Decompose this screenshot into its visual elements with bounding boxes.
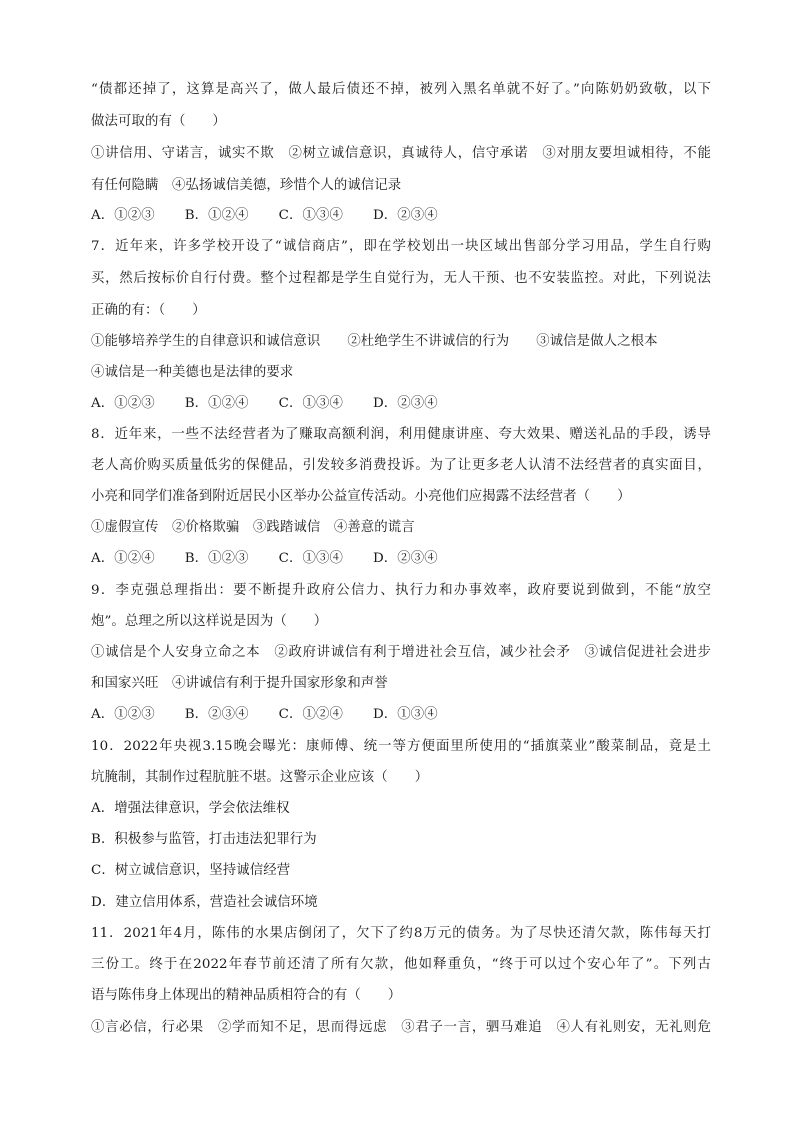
q8-stem-line-3: 小亮和同学们准备到附近居民小区举办公益宣传活动。小亮他们应揭露不法经营者（ ） <box>91 489 631 504</box>
q8-option-d[interactable]: D．②③④ <box>372 551 438 566</box>
q6-option-b[interactable]: B．①②④ <box>184 208 249 223</box>
q6-items-line-2: 有任何隐瞒 ④弘扬诚信美德，珍惜个人的诚信记录 <box>91 178 402 193</box>
q8-option-c[interactable]: C．①③④ <box>278 551 343 566</box>
q9-option-c[interactable]: C．①②④ <box>278 707 343 722</box>
q10-option-c[interactable]: C．树立诚信意识，坚持诚信经营 <box>91 863 291 878</box>
q7-option-b[interactable]: B．①②④ <box>184 396 249 411</box>
q8-stem-line-1: 8．近年来，一些不法经营者为了赚取高额利润，利用健康讲座、夸大效果、赠送礼品的手段，诱导 <box>91 427 711 442</box>
q10-stem-line-1: 10．2022年央视3.15晚会曝光：康师傅、统一等方便面里所使用的“插旗菜业”酸菜制品，竟是土 <box>91 739 711 754</box>
q10-option-a[interactable]: A．增强法律意识，学会依法维权 <box>91 801 290 816</box>
q11-stem-line-3: 语与陈伟身上体现出的精神品质相符合的有（ ） <box>91 988 402 1003</box>
q7-option-c[interactable]: C．①③④ <box>278 396 343 411</box>
q8-option-a[interactable]: A．①②④ <box>91 551 155 566</box>
q9-option-b[interactable]: B．②③④ <box>184 707 249 722</box>
q7-options <box>91 394 711 414</box>
q9-options <box>91 705 711 725</box>
q6-stem-line-1: “债都还掉了，这算是高兴了，做人最后债还不掉，被列入黑名单就不好了。”向陈奶奶致敬，以下 <box>91 82 711 97</box>
q8-options <box>91 549 711 569</box>
q8-items-line-1: ①虚假宣传 ②价格欺骗 ③践踏诚信 ④善意的谎言 <box>91 520 415 535</box>
q7-stem-line-1: 7．近年来，许多学校开设了“诚信商店”，即在学校划出一块区域出售部分学习用品，学生自行购 <box>91 239 711 254</box>
q6-options <box>91 206 711 226</box>
q11-stem-line-2: 三份工。终于在2022年春节前还清了所有欠款，他如释重负，“终于可以过个安心年了”。下列古 <box>91 957 711 972</box>
q7-option-d[interactable]: D．②③④ <box>372 396 438 411</box>
q6-option-c[interactable]: C．①③④ <box>278 208 343 223</box>
q9-items-line-1: ①诚信是个人安身立命之本 ②政府讲诚信有利于增进社会互信，减少社会矛 ③诚信促进社会进步 <box>91 645 711 660</box>
q6-option-a[interactable]: A．①②③ <box>91 208 155 223</box>
q6-items-line-1: ①讲信用、守诺言，诚实不欺 ②树立诚信意识，真诚待人，信守承诺 ③对朋友要坦诚相待，不能 <box>91 146 711 161</box>
q8-option-b[interactable]: B．①②③ <box>184 551 249 566</box>
q6-option-d[interactable]: D．②③④ <box>372 208 438 223</box>
q10-stem-line-2: 坑腌制，其制作过程肮脏不堪。这警示企业应该（ ） <box>91 770 429 785</box>
q11-items-line-1: ①言必信，行必果 ②学而知不足，思而得远虑 ③君子一言，驷马难追 ④人有礼则安，无礼则危 <box>91 1020 711 1035</box>
q7-option-a[interactable]: A．①②③ <box>91 396 155 411</box>
q8-stem-line-2: 老人高价购买质量低劣的保健品，引发较多消费投诉。为了让更多老人认清不法经营者的真实面目， <box>91 458 711 473</box>
q7-stem-line-3: 正确的有：（ ） <box>91 303 206 318</box>
q9-stem-line-1: 9．李克强总理指出：要不断提升政府公信力、执行力和办事效率，政府要说到做到，不能“放空 <box>91 583 711 598</box>
q10-option-d[interactable]: D．建立信用体系，营造社会诚信环境 <box>91 895 318 910</box>
q10-option-b[interactable]: B．积极参与监管，打击违法犯罪行为 <box>91 832 317 847</box>
q9-option-a[interactable]: A．①②③ <box>91 707 155 722</box>
q11-stem-line-1: 11．2021年4月，陈伟的水果店倒闭了，欠下了约8万元的债务。为了尽快还清欠款，陈伟每天打 <box>91 926 711 941</box>
q7-items-line-1: ①能够培养学生的自律意识和诚信意识 ②杜绝学生不讲诚信的行为 ③诚信是做人之根本 <box>91 334 658 349</box>
q6-stem-line-2: 做法可取的有（ ） <box>91 114 226 129</box>
q7-items-line-2: ④诚信是一种美德也是法律的要求 <box>91 365 294 380</box>
q9-option-d[interactable]: D．①③④ <box>372 707 438 722</box>
q7-stem-line-2: 买，然后按标价自行付费。整个过程都是学生自觉行为，无人干预、也不安装监控。对此，下列说法 <box>91 271 711 286</box>
q9-items-line-2: 和国家兴旺 ④讲诚信有利于提升国家形象和声誉 <box>91 676 388 691</box>
q9-stem-line-2: 炮”。总理之所以这样说是因为（ ） <box>91 614 328 629</box>
